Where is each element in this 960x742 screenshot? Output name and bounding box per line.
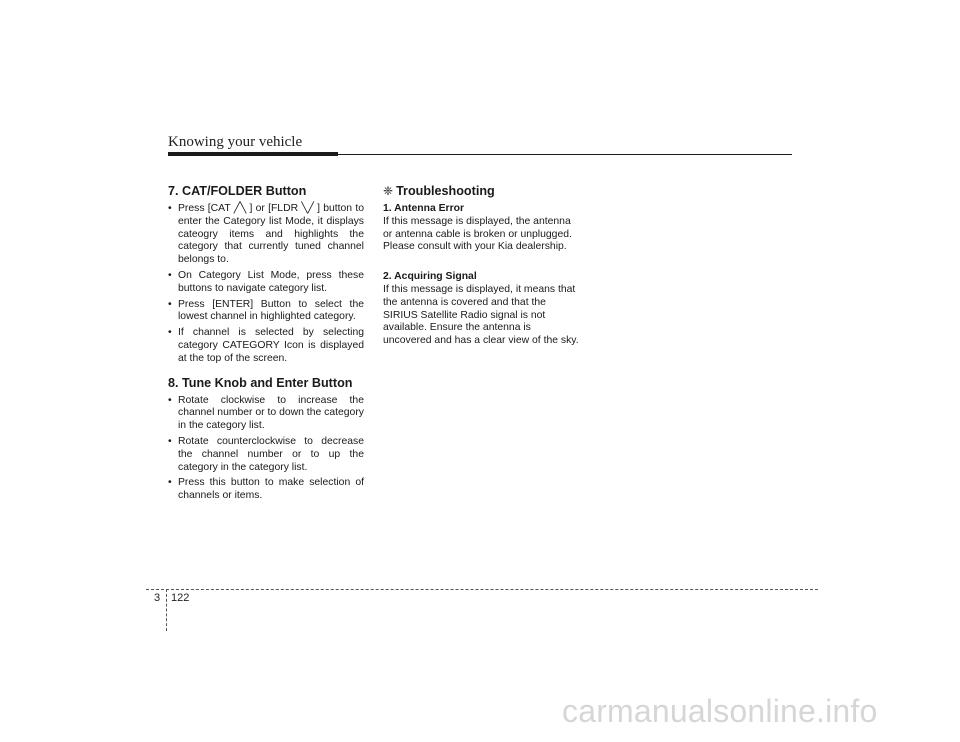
antenna-error-text: If this message is displayed, the antenna or antenna cable is broken or unplugged. Please consult with your Kia dealership.	[383, 215, 572, 253]
chapter-number: 3	[154, 592, 161, 604]
troubleshooting-title	[383, 184, 579, 199]
list-item: • Press [CAT ╱╲ ] or [FLDR ╲╱ ] button to enter the Category list Mode, it displays cateogry items and highlights the category that currently tuned channel belongs to.	[168, 203, 364, 267]
header-rule-thin	[338, 154, 792, 155]
list-item: • If channel is selected by selecting category CATEGORY Icon is displayed at the top of the screen.	[168, 327, 364, 365]
header-rule-thick	[168, 152, 338, 156]
section-title-tune-knob: 8. Tune Knob and Enter Button	[168, 375, 353, 390]
list-item: • On Category List Mode, press these buttons to navigate category list.	[168, 270, 364, 296]
header-title: Knowing your vehicle	[168, 134, 303, 150]
note-symbol-icon: ❈	[383, 184, 394, 198]
right-column	[383, 184, 579, 348]
cat-folder-bullets	[168, 203, 364, 366]
list-item: • Rotate clockwise to increase the channel number or to down the category in the category list.	[168, 395, 364, 433]
acquiring-signal-heading: 2. Acquiring Signal	[383, 271, 477, 283]
tune-knob-bullets	[168, 395, 364, 503]
list-item: • Press [ENTER] Button to select the lowest channel in highlighted category.	[168, 299, 364, 325]
antenna-error-heading: 1. Antenna Error	[383, 203, 465, 214]
acquiring-signal-text: If this message is displayed, it means that the antenna is covered and that the SIRIUS Satellite Radio signal is not available. Ensure the antenna is uncovered and has a clear view of the sky.	[383, 283, 579, 347]
watermark: carmanualsonline.info	[562, 693, 878, 729]
list-item: • Rotate counterclockwise to decrease the channel number or to up the category in the category list.	[168, 436, 364, 474]
troubleshooting-label: Troubleshooting	[396, 184, 495, 198]
list-item: • Press this button to make selection of channels or items.	[168, 477, 364, 503]
section-title-cat-folder: 7. CAT/FOLDER Button	[168, 184, 307, 198]
footer-rule	[146, 589, 818, 590]
left-column	[168, 184, 364, 506]
footer-divider	[166, 589, 167, 631]
page-number: 122	[171, 592, 190, 604]
